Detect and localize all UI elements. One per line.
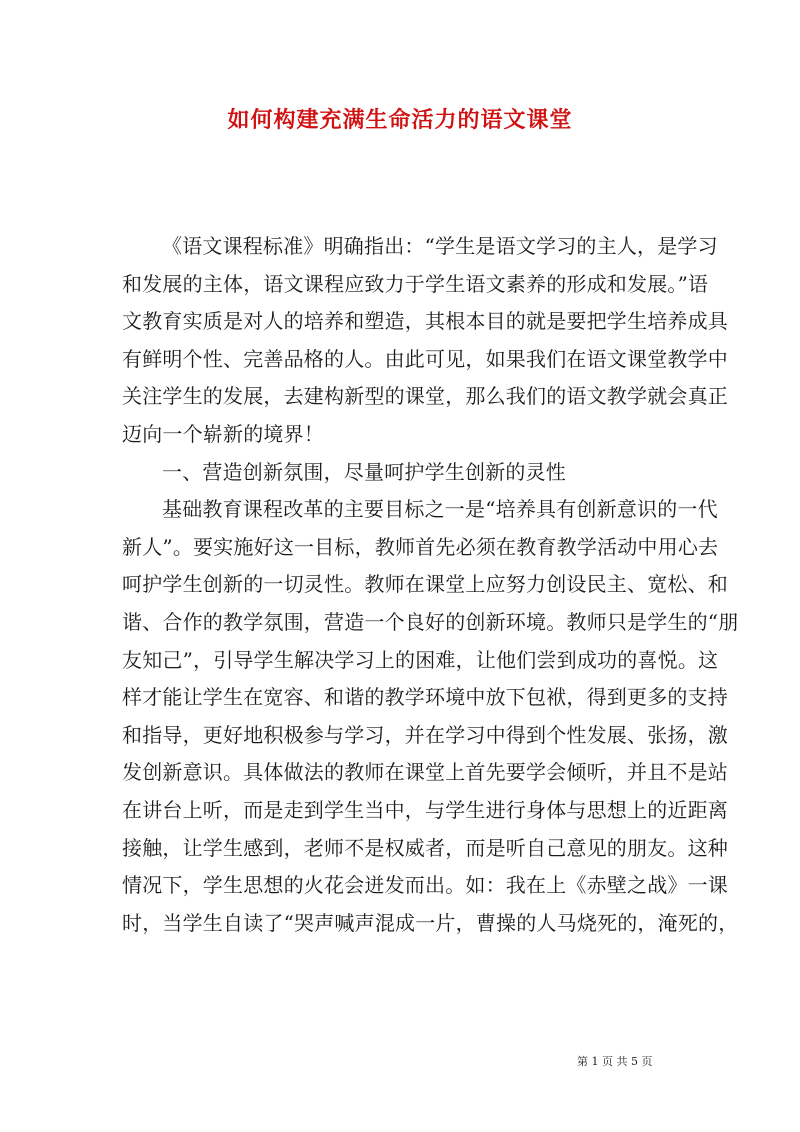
text-line: 时，当学生自读了“哭声喊声混成一片，曹操的人马烧死的，淹死的， bbox=[122, 910, 739, 935]
text-line: 关注学生的发展，去建构新型的课堂，那么我们的语文教学就会真正 bbox=[122, 384, 728, 409]
text-line: 和发展的主体，语文课程应致力于学生语文素养的形成和发展。”语 bbox=[122, 271, 709, 296]
text-line: 发创新意识。具体做法的教师在课堂上首先要学会倾听，并且不是站 bbox=[122, 760, 728, 785]
text-line: 呵护学生创新的一切灵性。教师在课堂上应努力创设民主、宽松、和 bbox=[122, 572, 728, 597]
document-title: 如何构建充满生命活力的语文课堂 bbox=[227, 107, 573, 133]
text-line: 情况下，学生思想的火花会迸发而出。如：我在上《赤壁之战》一课 bbox=[122, 873, 728, 898]
text-line: 和指导，更好地积极参与学习，并在学习中得到个性发展、张扬，激 bbox=[122, 722, 728, 747]
text-line: 迈向一个崭新的境界！ bbox=[122, 421, 324, 446]
text-line: 接触，让学生感到，老师不是权威者，而是听自己意见的朋友。这种 bbox=[122, 835, 728, 860]
text-line: 样才能让学生在宽容、和谐的教学环境中放下包袱，得到更多的支持 bbox=[122, 685, 728, 710]
text-line: 一、营造创新氛围，尽量呵护学生创新的灵性 bbox=[162, 459, 566, 484]
text-line: 文教育实质是对人的培养和塑造，其根本目的就是要把学生培养成具 bbox=[122, 309, 728, 334]
text-line: 在讲台上听，而是走到学生当中，与学生进行身体与思想上的近距离 bbox=[122, 797, 728, 822]
text-line: 基础教育课程改革的主要目标之一是“培养具有创新意识的一代 bbox=[162, 497, 718, 522]
text-line: 《语文课程标准》明确指出：“学生是语文学习的主人，是学习 bbox=[162, 234, 718, 258]
text-line: 新人”。要实施好这一目标，教师首先必须在教育教学活动中用心去 bbox=[122, 534, 719, 559]
document-body bbox=[122, 228, 739, 942]
text-line: 友知己”，引导学生解决学习上的困难，让他们尝到成功的喜悦。这 bbox=[122, 647, 719, 672]
text-line: 有鲜明个性、完善品格的人。由此可见，如果我们在语文课堂教学中 bbox=[122, 346, 728, 371]
text-line: 谐、合作的教学氛围，营造一个良好的创新环境。教师只是学生的“朋 bbox=[122, 609, 739, 634]
page-number: 第 1 页 共 5 页 bbox=[577, 1055, 653, 1068]
